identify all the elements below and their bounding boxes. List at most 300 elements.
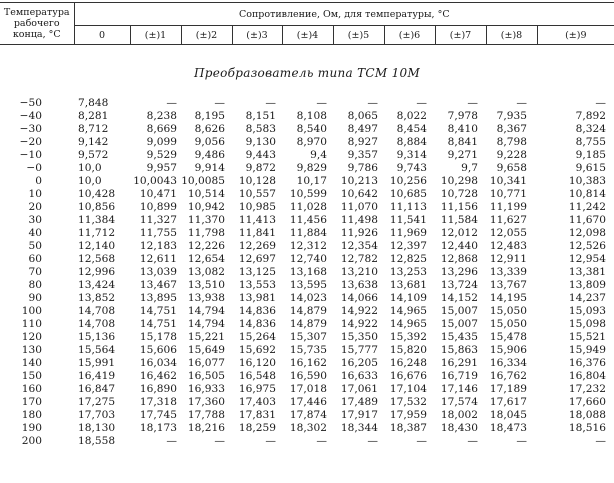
resistance-cell: 17,788 xyxy=(187,409,225,421)
resistance-cell: 9,443 xyxy=(245,149,276,161)
resistance-cell: — xyxy=(416,97,427,109)
resistance-cell: 17,104 xyxy=(389,383,427,395)
resistance-cell: 9,529 xyxy=(146,149,177,161)
resistance-cell: 12,740 xyxy=(289,253,327,265)
resistance-cell: 10,599 xyxy=(289,188,327,200)
resistance-cell: 10,298 xyxy=(440,175,478,187)
resistance-cell: 8,497 xyxy=(347,123,378,135)
resistance-cell: 8,669 xyxy=(146,123,177,135)
resistance-cell: — xyxy=(595,435,606,447)
resistance-cell: 15,521 xyxy=(568,331,606,343)
resistance-cell: — xyxy=(265,435,276,447)
resistance-cell: 12,526 xyxy=(568,240,606,252)
table-row xyxy=(0,266,614,279)
table-row xyxy=(0,188,614,201)
resistance-cell: 8,755 xyxy=(575,136,606,148)
table-row xyxy=(0,318,614,331)
table-row xyxy=(0,435,614,448)
resistance-cell: 17,275 xyxy=(78,396,116,408)
resistance-cell: 11,199 xyxy=(489,201,527,213)
resistance-cell: 12,868 xyxy=(440,253,478,265)
resistance-cell: 18,516 xyxy=(568,422,606,434)
resistance-cell: 14,836 xyxy=(238,305,276,317)
resistance-cell: 7,978 xyxy=(447,110,478,122)
resistance-cell: 16,676 xyxy=(389,370,427,382)
resistance-cell: 10,942 xyxy=(187,201,225,213)
resistance-cell: 10,0043 xyxy=(133,175,177,187)
resistance-cell: 12,483 xyxy=(489,240,527,252)
resistance-cell: 16,205 xyxy=(340,357,378,369)
column-header: (±)5 xyxy=(333,26,384,45)
resistance-cell: 9,099 xyxy=(146,136,177,148)
resistance-cell: 8,022 xyxy=(396,110,427,122)
resistance-cell: 17,660 xyxy=(568,396,606,408)
resistance-cell: 7,935 xyxy=(496,110,527,122)
resistance-cell: 16,419 xyxy=(78,370,116,382)
resistance-cell: 15,649 xyxy=(187,344,225,356)
resistance-cell: 16,548 xyxy=(238,370,276,382)
temperature-column-header xyxy=(0,3,74,45)
resistance-cell: 13,168 xyxy=(289,266,327,278)
resistance-cell: — xyxy=(516,435,527,447)
column-header: (±)6 xyxy=(384,26,435,45)
resistance-cell: 10,128 xyxy=(238,175,276,187)
resistance-cell: 12,226 xyxy=(187,240,225,252)
temperature-cell: 70 xyxy=(28,266,42,278)
resistance-cell: 15,093 xyxy=(568,305,606,317)
resistance-cell: — xyxy=(367,435,378,447)
resistance-cell: 15,050 xyxy=(489,318,527,330)
table-row xyxy=(0,240,614,253)
resistance-cell: 18,216 xyxy=(187,422,225,434)
resistance-cell: 18,259 xyxy=(238,422,276,434)
table-row xyxy=(0,214,614,227)
temperature-cell: 90 xyxy=(28,292,42,304)
temp-header-line-1: Температура xyxy=(3,7,70,18)
temperature-cell: 140 xyxy=(21,357,42,369)
temperature-cell: 100 xyxy=(21,305,42,317)
resistance-cell: 13,981 xyxy=(238,292,276,304)
resistance-cell: 8,841 xyxy=(447,136,478,148)
resistance-cell: 14,708 xyxy=(78,318,116,330)
table-row xyxy=(0,292,614,305)
resistance-cell: 7,892 xyxy=(575,110,606,122)
resistance-cell: 13,809 xyxy=(568,279,606,291)
resistance-cell: 14,708 xyxy=(78,305,116,317)
resistance-cell: 17,532 xyxy=(389,396,427,408)
resistance-cell: 14,965 xyxy=(389,305,427,317)
temperature-cell: 10 xyxy=(28,188,42,200)
resistance-cell: 7,848 xyxy=(78,97,109,109)
resistance-cell: 10,428 xyxy=(78,188,116,200)
resistance-cell: 17,703 xyxy=(78,409,116,421)
resistance-cell: 18,088 xyxy=(568,409,606,421)
temperature-cell: 160 xyxy=(21,383,42,395)
column-header: (±)4 xyxy=(282,26,333,45)
resistance-cell: 14,751 xyxy=(139,318,177,330)
resistance-cell: 8,324 xyxy=(575,123,606,135)
resistance-cell: — xyxy=(166,435,177,447)
resistance-cell: 9,357 xyxy=(347,149,378,161)
resistance-cell: 11,070 xyxy=(340,201,378,213)
resistance-cell: 9,056 xyxy=(194,136,225,148)
resistance-cell: 17,617 xyxy=(489,396,527,408)
resistance-cell: 12,440 xyxy=(440,240,478,252)
resistance-cell: 16,120 xyxy=(238,357,276,369)
resistance-cell: 10,771 xyxy=(489,188,527,200)
resistance-cell: 11,370 xyxy=(187,214,225,226)
resistance-cell: 12,312 xyxy=(289,240,327,252)
table-row xyxy=(0,162,614,175)
resistance-cell: 12,911 xyxy=(489,253,527,265)
resistance-cell: 15,007 xyxy=(440,318,478,330)
resistance-group-header: Сопротивление, Ом, для температуры, °С xyxy=(74,3,614,26)
resistance-cell: 15,392 xyxy=(389,331,427,343)
table-header xyxy=(0,2,614,45)
resistance-cell: 12,996 xyxy=(78,266,116,278)
resistance-cell: 11,541 xyxy=(389,214,427,226)
resistance-cell: 14,023 xyxy=(289,292,327,304)
resistance-cell: 17,403 xyxy=(238,396,276,408)
resistance-cell: 16,248 xyxy=(389,357,427,369)
resistance-cell: 17,489 xyxy=(340,396,378,408)
resistance-cell: 16,291 xyxy=(440,357,478,369)
resistance-cell: — xyxy=(467,435,478,447)
resistance-cell: 13,510 xyxy=(187,279,225,291)
resistance-cell: 15,350 xyxy=(340,331,378,343)
table-row xyxy=(0,253,614,266)
resistance-cell: 17,146 xyxy=(440,383,478,395)
resistance-cell: 12,055 xyxy=(489,227,527,239)
resistance-cell: 15,007 xyxy=(440,305,478,317)
resistance-cell: 8,927 xyxy=(347,136,378,148)
resistance-cell: 15,307 xyxy=(289,331,327,343)
resistance-cell: 10,0 xyxy=(78,162,102,174)
resistance-cell: 17,360 xyxy=(187,396,225,408)
resistance-cell: 13,125 xyxy=(238,266,276,278)
resistance-cell: 15,991 xyxy=(78,357,116,369)
resistance-cell: 10,685 xyxy=(389,188,427,200)
resistance-cell: 16,462 xyxy=(139,370,177,382)
resistance-cell: 18,045 xyxy=(489,409,527,421)
resistance-cell: 15,777 xyxy=(340,344,378,356)
resistance-cell: 11,327 xyxy=(139,214,177,226)
resistance-cell: 18,302 xyxy=(289,422,327,434)
resistance-cell: 9,658 xyxy=(496,162,527,174)
resistance-cell: 12,140 xyxy=(78,240,116,252)
resistance-cell: 9,914 xyxy=(194,162,225,174)
resistance-cell: 18,430 xyxy=(440,422,478,434)
resistance-cell: 14,922 xyxy=(340,318,378,330)
resistance-cell: 16,719 xyxy=(440,370,478,382)
resistance-cell: — xyxy=(467,97,478,109)
resistance-cell: 16,334 xyxy=(489,357,527,369)
resistance-cell: 8,195 xyxy=(194,110,225,122)
resistance-cell: 18,130 xyxy=(78,422,116,434)
resistance-cell: 15,178 xyxy=(139,331,177,343)
column-header: (±)2 xyxy=(181,26,232,45)
resistance-cell: — xyxy=(166,97,177,109)
resistance-cell: 9,872 xyxy=(245,162,276,174)
resistance-cell: 16,505 xyxy=(187,370,225,382)
temperature-cell: 190 xyxy=(21,422,42,434)
resistance-cell: 16,034 xyxy=(139,357,177,369)
resistance-cell: 8,238 xyxy=(146,110,177,122)
table-row xyxy=(0,383,614,396)
resistance-cell: 11,498 xyxy=(340,214,378,226)
resistance-cell: 15,478 xyxy=(489,331,527,343)
section-subtitle: Преобразователь типа ТСМ 10М xyxy=(193,66,421,80)
resistance-cell: 17,189 xyxy=(489,383,527,395)
temperature-cell: −10 xyxy=(19,149,42,161)
resistance-cell: 13,724 xyxy=(440,279,478,291)
resistance-cell: 18,002 xyxy=(440,409,478,421)
resistance-cell: 9,743 xyxy=(396,162,427,174)
resistance-cell: 16,847 xyxy=(78,383,116,395)
resistance-cell: 13,082 xyxy=(187,266,225,278)
resistance-cell: 14,237 xyxy=(568,292,606,304)
temperature-cell: 50 xyxy=(28,240,42,252)
resistance-cell: 14,794 xyxy=(187,318,225,330)
resistance-cell: 17,874 xyxy=(289,409,327,421)
resistance-cell: 14,195 xyxy=(489,292,527,304)
resistance-cell: 17,061 xyxy=(340,383,378,395)
resistance-cell: 10,341 xyxy=(489,175,527,187)
resistance-cell: 13,553 xyxy=(238,279,276,291)
resistance-cell: 11,712 xyxy=(78,227,116,239)
resistance-cell: 17,318 xyxy=(139,396,177,408)
resistance-cell: 15,606 xyxy=(139,344,177,356)
resistance-cell: 9,786 xyxy=(347,162,378,174)
resistance-cell: 11,242 xyxy=(568,201,606,213)
resistance-cell: 9,130 xyxy=(245,136,276,148)
resistance-cell: 13,210 xyxy=(340,266,378,278)
resistance-cell: 15,692 xyxy=(238,344,276,356)
resistance-cell: 12,183 xyxy=(139,240,177,252)
resistance-cell: 8,367 xyxy=(496,123,527,135)
resistance-cell: 14,751 xyxy=(139,305,177,317)
resistance-cell: 10,0085 xyxy=(181,175,225,187)
resistance-cell: 8,626 xyxy=(194,123,225,135)
table-row xyxy=(0,97,614,110)
temperature-cell: 40 xyxy=(28,227,42,239)
table-row xyxy=(0,331,614,344)
column-header: (±)1 xyxy=(130,26,181,45)
temperature-cell: −30 xyxy=(19,123,42,135)
resistance-cell: 9,7 xyxy=(461,162,478,174)
resistance-cell: — xyxy=(214,97,225,109)
resistance-cell: 15,735 xyxy=(289,344,327,356)
resistance-cell: 14,066 xyxy=(340,292,378,304)
resistance-cell: 15,136 xyxy=(78,331,116,343)
resistance-cell: 10,383 xyxy=(568,175,606,187)
resistance-cell: 11,755 xyxy=(139,227,177,239)
resistance-cell: 16,376 xyxy=(568,357,606,369)
resistance-cell: 16,804 xyxy=(568,370,606,382)
table-row xyxy=(0,136,614,149)
resistance-table xyxy=(0,97,614,448)
table-row xyxy=(0,370,614,383)
resistance-cell: 8,970 xyxy=(296,136,327,148)
resistance-cell: 13,938 xyxy=(187,292,225,304)
resistance-cell: — xyxy=(265,97,276,109)
resistance-cell: 12,954 xyxy=(568,253,606,265)
temperature-cell: 200 xyxy=(21,435,42,447)
temperature-cell: −50 xyxy=(19,97,42,109)
resistance-cell: 14,965 xyxy=(389,318,427,330)
resistance-cell: 12,568 xyxy=(78,253,116,265)
resistance-cell: 9,829 xyxy=(296,162,327,174)
table-row xyxy=(0,175,614,188)
resistance-cell: 9,4 xyxy=(310,149,327,161)
resistance-cell: 9,185 xyxy=(575,149,606,161)
resistance-cell: 17,018 xyxy=(289,383,327,395)
table-row xyxy=(0,227,614,240)
resistance-cell: 10,856 xyxy=(78,201,116,213)
resistance-cell: 18,558 xyxy=(78,435,116,447)
resistance-cell: 14,152 xyxy=(440,292,478,304)
resistance-cell: 10,213 xyxy=(340,175,378,187)
resistance-cell: 10,642 xyxy=(340,188,378,200)
resistance-cell: 10,814 xyxy=(568,188,606,200)
temperature-cell: 30 xyxy=(28,214,42,226)
resistance-cell: 15,098 xyxy=(568,318,606,330)
resistance-cell: 15,820 xyxy=(389,344,427,356)
resistance-cell: 15,949 xyxy=(568,344,606,356)
temp-header-line-3: конца, °С xyxy=(12,29,61,40)
resistance-cell: 11,584 xyxy=(440,214,478,226)
resistance-cell: 9,271 xyxy=(447,149,478,161)
resistance-cell: 13,681 xyxy=(389,279,427,291)
resistance-cell: 11,670 xyxy=(568,214,606,226)
resistance-cell: 10,0 xyxy=(78,175,102,187)
resistance-cell: 12,654 xyxy=(187,253,225,265)
resistance-cell: 8,281 xyxy=(78,110,109,122)
table-row xyxy=(0,409,614,422)
resistance-cell: 16,933 xyxy=(187,383,225,395)
resistance-cell: 9,957 xyxy=(146,162,177,174)
resistance-cell: 13,296 xyxy=(440,266,478,278)
resistance-cell: 18,473 xyxy=(489,422,527,434)
resistance-cell: 16,633 xyxy=(340,370,378,382)
resistance-cell: 12,354 xyxy=(340,240,378,252)
resistance-cell: 12,611 xyxy=(139,253,177,265)
column-header: (±)3 xyxy=(232,26,282,45)
temperature-cell: −0 xyxy=(26,162,42,174)
resistance-cell: — xyxy=(316,97,327,109)
resistance-cell: 10,256 xyxy=(389,175,427,187)
resistance-cell: 14,109 xyxy=(389,292,427,304)
resistance-cell: 11,627 xyxy=(489,214,527,226)
resistance-cell: 14,836 xyxy=(238,318,276,330)
resistance-cell: 8,884 xyxy=(396,136,427,148)
resistance-cell: 12,825 xyxy=(389,253,427,265)
resistance-cell: 9,572 xyxy=(78,149,109,161)
resistance-cell: 13,852 xyxy=(78,292,116,304)
resistance-cell: 8,410 xyxy=(447,123,478,135)
resistance-cell: 11,884 xyxy=(289,227,327,239)
resistance-cell: 11,456 xyxy=(289,214,327,226)
resistance-cell: 15,906 xyxy=(489,344,527,356)
resistance-cell: 10,985 xyxy=(238,201,276,213)
resistance-cell: 16,890 xyxy=(139,383,177,395)
resistance-cell: 13,595 xyxy=(289,279,327,291)
resistance-cell: 11,798 xyxy=(187,227,225,239)
resistance-cell: 10,514 xyxy=(187,188,225,200)
resistance-cell: 12,782 xyxy=(340,253,378,265)
temperature-cell: 130 xyxy=(21,344,42,356)
resistance-cell: 13,767 xyxy=(489,279,527,291)
resistance-cell: 14,794 xyxy=(187,305,225,317)
resistance-cell: 17,574 xyxy=(440,396,478,408)
temperature-cell: 80 xyxy=(28,279,42,291)
column-header: (±)8 xyxy=(486,26,537,45)
resistance-cell: 13,424 xyxy=(78,279,116,291)
resistance-cell: 11,028 xyxy=(289,201,327,213)
resistance-cell: 13,381 xyxy=(568,266,606,278)
resistance-cell: 14,879 xyxy=(289,305,327,317)
resistance-cell: 9,228 xyxy=(496,149,527,161)
temperature-cell: 110 xyxy=(21,318,42,330)
resistance-cell: — xyxy=(214,435,225,447)
resistance-cell: 17,232 xyxy=(568,383,606,395)
resistance-cell: — xyxy=(416,435,427,447)
temperature-cell: 60 xyxy=(28,253,42,265)
resistance-cell: 15,863 xyxy=(440,344,478,356)
resistance-cell: 14,922 xyxy=(340,305,378,317)
resistance-cell: 17,959 xyxy=(389,409,427,421)
resistance-cell: 16,762 xyxy=(489,370,527,382)
resistance-cell: 15,264 xyxy=(238,331,276,343)
resistance-cell: 9,615 xyxy=(575,162,606,174)
resistance-cell: 17,446 xyxy=(289,396,327,408)
resistance-cell: 13,253 xyxy=(389,266,427,278)
resistance-cell: 15,564 xyxy=(78,344,116,356)
resistance-cell: 16,975 xyxy=(238,383,276,395)
resistance-cell: 11,969 xyxy=(389,227,427,239)
resistance-cell: 14,879 xyxy=(289,318,327,330)
resistance-cell: 8,065 xyxy=(347,110,378,122)
resistance-cell: 10,17 xyxy=(296,175,327,187)
resistance-cell: 11,113 xyxy=(389,201,427,213)
resistance-cell: 16,162 xyxy=(289,357,327,369)
resistance-cell: 11,926 xyxy=(340,227,378,239)
table-row xyxy=(0,396,614,409)
resistance-cell: 11,413 xyxy=(238,214,276,226)
resistance-cell: 9,486 xyxy=(194,149,225,161)
table-row xyxy=(0,201,614,214)
table-row xyxy=(0,279,614,292)
resistance-cell: 8,151 xyxy=(245,110,276,122)
table-row xyxy=(0,344,614,357)
resistance-cell: — xyxy=(516,97,527,109)
column-header: (±)9 xyxy=(537,26,614,45)
resistance-cell: 10,899 xyxy=(139,201,177,213)
resistance-cell: 10,728 xyxy=(440,188,478,200)
temperature-cell: 0 xyxy=(35,175,42,187)
resistance-cell: 15,050 xyxy=(489,305,527,317)
resistance-cell: 8,712 xyxy=(78,123,109,135)
temperature-cell: −40 xyxy=(19,110,42,122)
resistance-cell: 8,540 xyxy=(296,123,327,135)
table-row xyxy=(0,123,614,136)
resistance-cell: 17,831 xyxy=(238,409,276,421)
resistance-cell: 17,917 xyxy=(340,409,378,421)
resistance-cell: 13,467 xyxy=(139,279,177,291)
resistance-cell: 13,339 xyxy=(489,266,527,278)
resistance-cell: 15,435 xyxy=(440,331,478,343)
resistance-cell: 11,841 xyxy=(238,227,276,239)
